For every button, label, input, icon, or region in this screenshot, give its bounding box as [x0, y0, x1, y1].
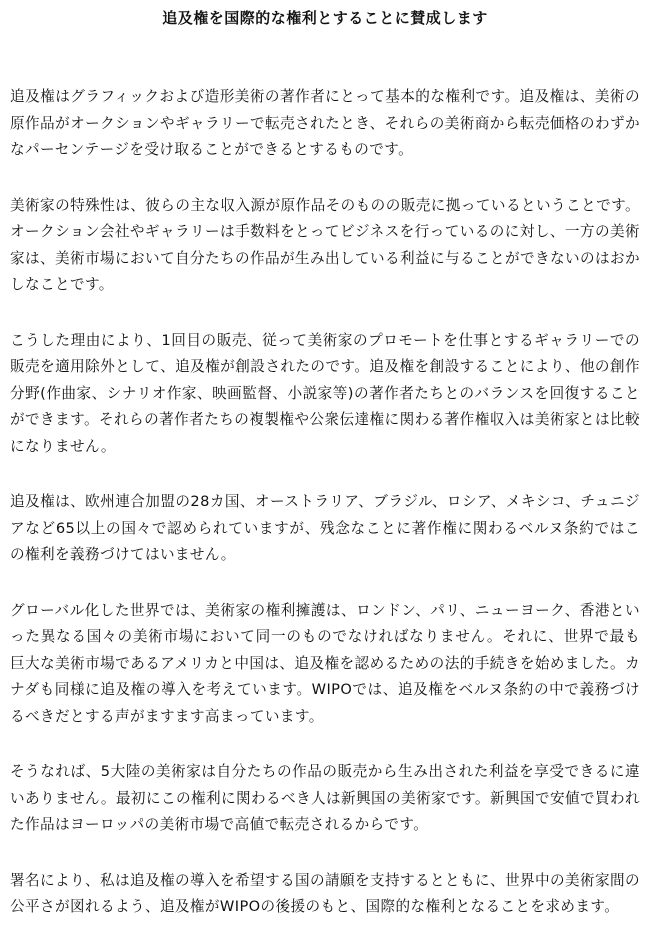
- paragraph-countries: 追及権は、欧州連合加盟の28カ国、オーストラリア、ブラジル、ロシア、メキシコ、チュニジアなど65以上の国々で認められていますが、残念なことに著作権に関わるベルヌ条約ではこの権利を義務づけてはいません。: [10, 493, 640, 563]
- paragraph-five-continents: そうなれば、5大陸の美術家は自分たちの作品の販売から生み出された利益を享受できるに違いありません。最初にこの権利に関わるべき人は新興国の美術家です。新興国で安値で買われた作品はヨーロッパの美術市場で高値で転売されるからです。: [10, 763, 640, 833]
- paragraph-reasons: こうした理由により、1回目の販売、従って美術家のプロモートを仕事とするギャラリーでの販売を適用除外として、追及権が創設されたのです。追及権を創設することにより、他の創作分野(作曲家、シナリオ作家、映画監督、小説家等)の著作者たちとのバランスを回復することができます。それらの著作者たちの複製権や公衆伝達権に関わる著作権収入は美術家とは比較になりません。: [10, 331, 640, 455]
- paragraph-intro: 追及権はグラフィックおよび造形美術の著作者にとって基本的な権利です。追及権は、美術の原作品がオークションやギャラリーで転売されたとき、それらの美術商から転売価格のわずかなパーセンテージを受け取ることができるとするものです。: [10, 88, 640, 158]
- document-body: [10, 84, 640, 921]
- paragraph-global-market: グローバル化した世界では、美術家の権利擁護は、ロンドン、パリ、ニューヨーク、香港といった異なる国々の美術市場において同一のものでなければなりません。それに、世界で最も巨大な美術市場であるアメリカと中国は、追及権を認めるための法的手続きを始めました。カナダも同様に追及権の導入を考えています。WIPOでは、追及権をベルヌ条約の中で義務づけるべきだとする声がますます高まっています。: [10, 601, 640, 725]
- paragraph-artist-specificity: 美術家の特殊性は、彼らの主な収入源が原作品そのものの販売に拠っているということです。オークション会社やギャラリーは手数料をとってビジネスを行っているのに対し、一方の美術家は、美術市場において自分たちの作品が生み出している利益に与ることができないのはおかしなことです。: [10, 196, 640, 293]
- document-title: 追及権を国際的な権利とすることに賛成します: [162, 9, 488, 27]
- paragraph-signature: 署名により、私は追及権の導入を希望する国の請願を支持するとともに、世界中の美術家間の公平さが図れるよう、追及権がWIPOの後援のもと、国際的な権利となることを求めます。: [10, 871, 640, 915]
